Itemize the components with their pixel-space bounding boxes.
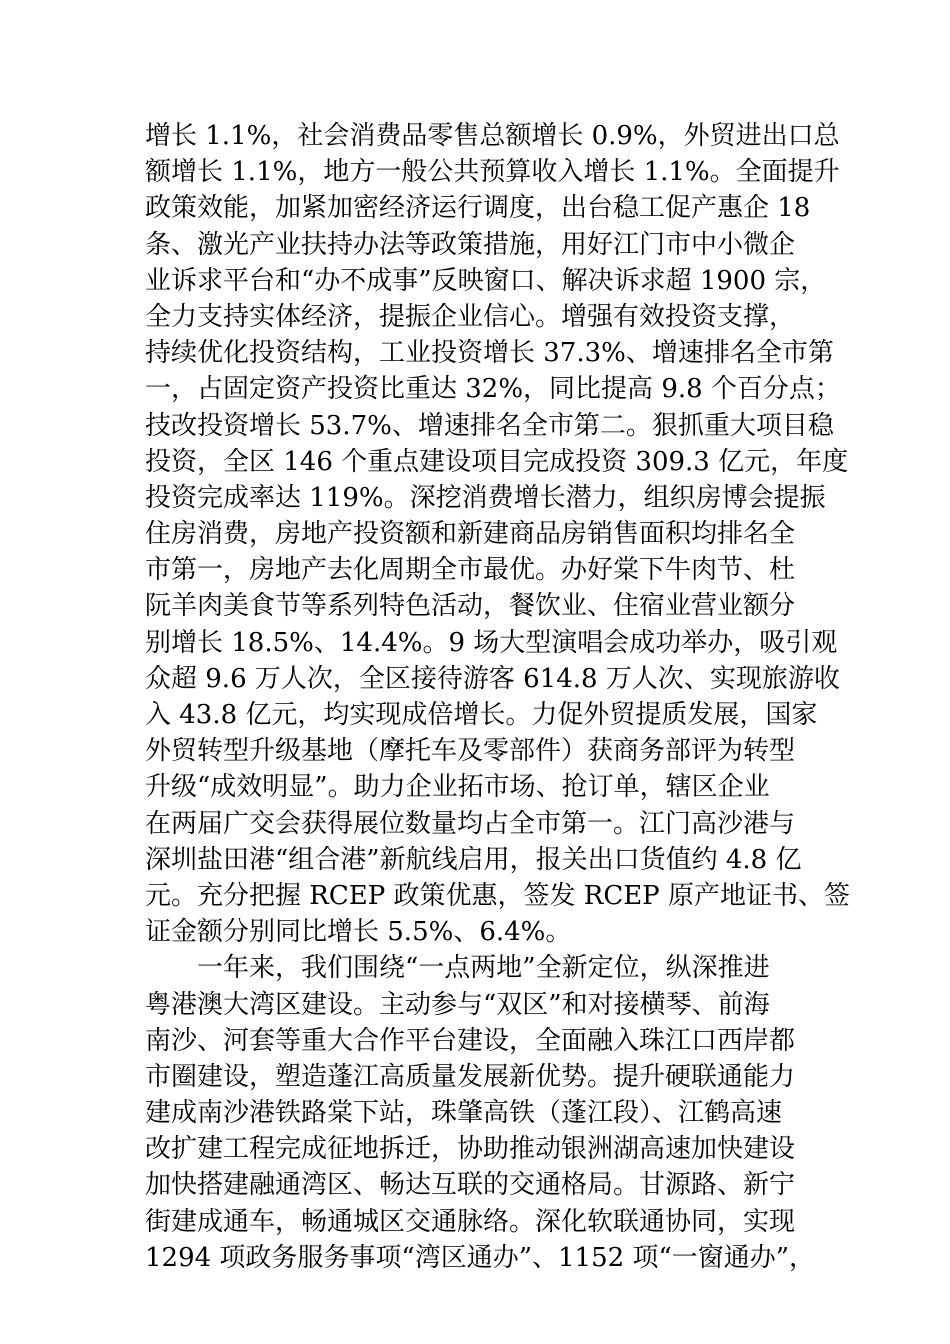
text-line: 证金额分别同比增长 5.5%、6.4%。 xyxy=(145,917,572,948)
text-line: 市圈建设，塑造蓬江高质量发展新优势。提升硬联通能力 xyxy=(145,1061,796,1092)
text-line: 南沙、河套等重大合作平台建设，全面融入珠江口西岸都 xyxy=(145,1025,796,1056)
text-line: 业诉求平台和“办不成事”反映窗口、解决诉求超 1900 宗， xyxy=(145,265,827,296)
text-line: 在两届广交会获得展位数量均占全市第一。江门高沙港与 xyxy=(145,808,796,839)
text-line: 建成南沙港铁路棠下站，珠肇高铁（蓬江段）、江鹤高速 xyxy=(145,1098,783,1129)
text-line: 投资完成率达 119%。深挖消费增长潜力，组织房博会提振 xyxy=(145,482,826,513)
text-line: 投资，全区 146 个重点建设项目完成投资 309.3 亿元，年度 xyxy=(145,446,849,477)
text-line: 深圳盐田港“组合港”新航线启用，报关出口货值约 4.8 亿 xyxy=(145,844,802,875)
text-line: 入 43.8 亿元，均实现成倍增长。力促外贸提质发展，国家 xyxy=(145,700,818,730)
text-line: 额增长 1.1%，地方一般公共预算收入增长 1.1%。全面提升 xyxy=(145,157,840,188)
paragraph-start-line: 一年来，我们围绕“一点两地”全新定位，纵深推进 xyxy=(197,953,770,984)
text-line: 住房消费，房地产投资额和新建商品房销售面积均排名全 xyxy=(145,519,796,550)
text-line: 阮羊肉美食节等系列特色活动，餐饮业、住宿业营业额分 xyxy=(145,591,796,622)
text-line: 一，占固定资产投资比重达 32%，同比提高 9.8 个百分点； xyxy=(145,374,841,405)
text-line: 1294 项政务服务事项“湾区通办”、1152 项“一窗通办”， xyxy=(145,1242,816,1273)
text-line: 增长 1.1%，社会消费品零售总额增长 0.9%，外贸进出口总 xyxy=(145,121,840,151)
text-line: 加快搭建融通湾区、畅达互联的交通格局。甘源路、新宁 xyxy=(145,1170,796,1201)
text-line: 升级“成效明显”。助力企业拓市场、抢订单，辖区企业 xyxy=(145,772,770,803)
text-line: 全力支持实体经济，提振企业信心。增强有效投资支撑， xyxy=(145,301,796,332)
text-line: 政策效能，加紧加密经济运行调度，出台稳工促产惠企 18 xyxy=(145,193,811,224)
text-line: 改扩建工程完成征地拆迁，协助推动银洲湖高速加快建设 xyxy=(145,1134,796,1165)
text-line: 别增长 18.5%、14.4%。9 场大型演唱会成功举办，吸引观 xyxy=(145,627,838,658)
text-line: 粤港澳大湾区建设。主动参与“双区”和对接横琴、前海 xyxy=(145,989,770,1020)
text-line: 条、激光产业扶持办法等政策措施，用好江门市中小微企 xyxy=(145,229,796,260)
text-line: 持续优化投资结构，工业投资增长 37.3%、增速排名全市第 xyxy=(145,338,834,369)
text-line: 市第一，房地产去化周期全市最优。办好棠下牛肉节、杜 xyxy=(145,555,796,586)
text-line: 街建成通车，畅通城区交通脉络。深化软联通协同，实现 xyxy=(145,1206,796,1237)
text-line: 众超 9.6 万人次，全区接待游客 614.8 万人次、实现旅游收 xyxy=(145,663,840,694)
text-line: 元。充分把握 RCEP 政策优惠，签发 RCEP 原产地证书、签 xyxy=(145,880,850,911)
text-line: 外贸转型升级基地（摩托车及零部件）获商务部评为转型 xyxy=(145,736,796,767)
body-text xyxy=(145,118,850,1276)
text-line: 技改投资增长 53.7%、增速排名全市第二。狠抓重大项目稳 xyxy=(145,410,834,441)
